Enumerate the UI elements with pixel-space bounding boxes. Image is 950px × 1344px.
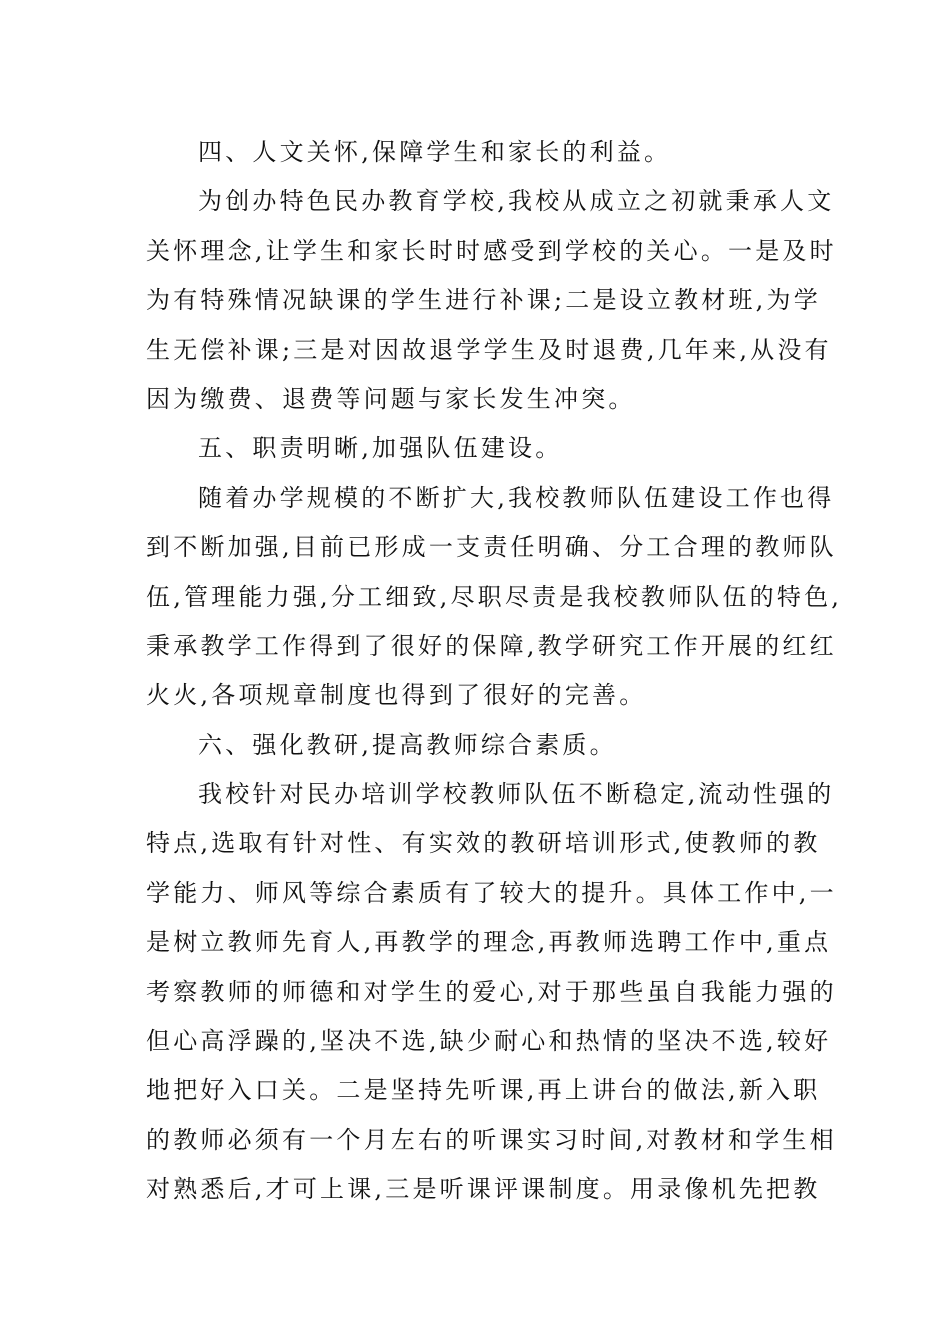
text-line: 是树立教师先育人,再教学的理念,再教师选聘工作中,重点 (146, 928, 832, 957)
text-line: 到不断加强,目前已形成一支责任明确、分工合理的教师队 (146, 533, 837, 562)
text-line: 因为缴费、退费等问题与家长发生冲突。 (146, 384, 636, 413)
text-line: 特点,选取有针对性、有实效的教研培训形式,使教师的教 (146, 829, 821, 858)
text-line: 地把好入口关。二是坚持先听课,再上讲台的做法,新入职 (146, 1076, 821, 1105)
text-line: 学能力、师风等综合素质有了较大的提升。具体工作中,一 (146, 878, 837, 907)
text-line: 火火,各项规章制度也得到了很好的完善。 (146, 681, 647, 710)
text-line: 随着办学规模的不断扩大,我校教师队伍建设工作也得 (198, 483, 835, 512)
text-line: 对熟悉后,才可上课,三是听课评课制度。用录像机先把教 (146, 1175, 821, 1204)
text-line: 秉承教学工作得到了很好的保障,教学研究工作开展的红红 (146, 631, 837, 660)
section-heading: 五、职责明晰,加强队伍建设。 (198, 434, 563, 463)
text-line: 伍,管理能力强,分工细致,尽职尽责是我校教师队伍的特色, (146, 582, 843, 611)
section-heading: 六、强化教研,提高教师综合素质。 (198, 730, 617, 759)
document-body (146, 128, 843, 1215)
text-line: 关怀理念,让学生和家长时时感受到学校的关心。一是及时 (146, 236, 837, 265)
section-heading: 四、人文关怀,保障学生和家长的利益。 (198, 138, 672, 166)
text-line: 为创办特色民办教育学校,我校从成立之初就秉承人文 (198, 187, 835, 216)
text-line: 我校针对民办培训学校教师队伍不断稳定,流动性强的 (198, 780, 835, 809)
text-line: 生无偿补课;三是对因故退学学生及时退费,几年来,从没有 (146, 335, 832, 364)
text-line: 但心高浮躁的,坚决不选,缺少耐心和热情的坚决不选,较好 (146, 1027, 832, 1056)
text-line: 为有特殊情况缺课的学生进行补课;二是设立教材班,为学 (146, 286, 821, 315)
text-line: 考察教师的师德和对学生的爱心,对于那些虽自我能力强的 (146, 977, 837, 1006)
text-line: 的教师必须有一个月左右的听课实习时间,对教材和学生相 (146, 1125, 837, 1154)
